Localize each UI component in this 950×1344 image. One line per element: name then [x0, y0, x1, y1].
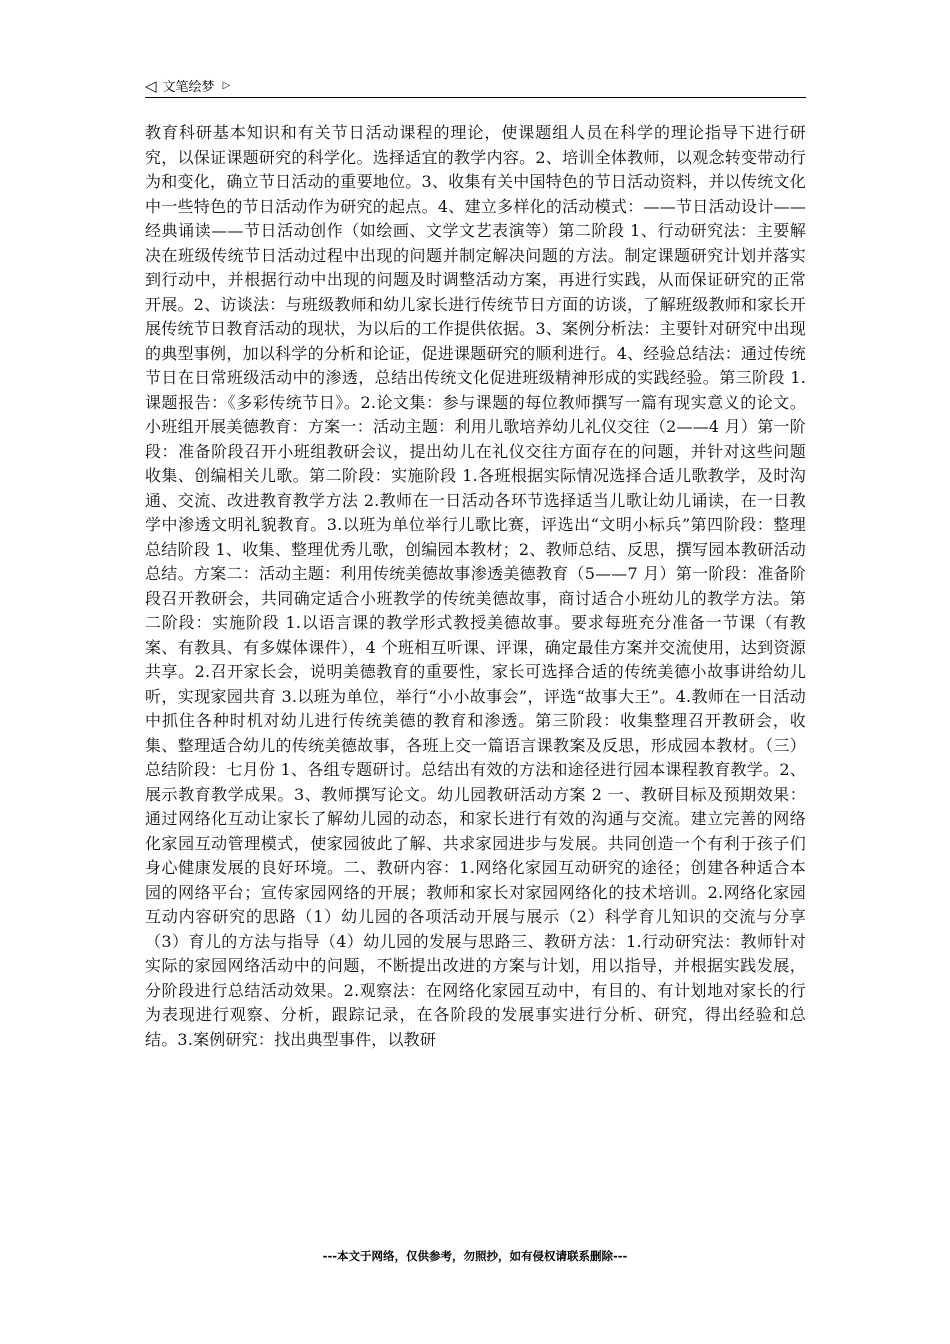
header-divider	[145, 97, 806, 98]
header-brand	[145, 76, 230, 95]
page-footer-disclaimer: ---本文于网络，仅供参考，勿照抄，如有侵权请联系删除---	[322, 1249, 628, 1263]
brand-name: 文笔绘梦	[162, 80, 215, 95]
left-triangle-icon: ◁	[145, 76, 157, 95]
document-body	[145, 121, 806, 1052]
right-triangle-icon: ▷	[222, 79, 231, 91]
page-header	[145, 74, 805, 96]
body-paragraph: 教育科研基本知识和有关节日活动课程的理论，使课题组人员在科学的理论指导下进行研究，以保证课题研究的科学化。选择适宜的教学内容。2、培训全体教师，以观念转变带动行为和变化，确立节日活动的重要地位。3、收集有关中国特色的节日活动资料，并以传统文化中一些特色的节日活动作为研究的起点。4、建立多样化的活动模式：——节日活动设计——经典诵读——节日活动创作（如绘画、文学文艺表演等）第二阶段 1、行动研究法：主要解决在班级传统节日活动过程中出现的问题并制定解决问题的方法。制定课题研究计划并落实到行动中，并根据行动中出现的问题及时调整活动方案，再进行实践，从而保证研究的正常开展。2、访谈法：与班级教师和幼儿家长进行传统节日方面的访谈，了解班级教师和家长开展传统节日教育活动的现状，为以后的工作提供依据。3、案例分析法：主要针对研究中出现的典型事例，加以科学的分析和论证，促进课题研究的顺利进行。4、经验总结法：通过传统节日在日常班级活动中的渗透，总结出传统文化促进班级精神形成的实践经验。第三阶段 1.课题报告：《多彩传统节日》。2.论文集：参与课题的每位教师撰写一篇有现实意义的论文。小班组开展美德教育：方案一：活动主题：利用儿歌培养幼儿礼仪交往（2——4 月）第一阶段：准备阶段召开小班组教研会议，提出幼儿在礼仪交往方面存在的问题，并针对这些问题收集、创编相关儿歌。第二阶段：实施阶段 1.各班根据实际情况选择合适儿歌教学，及时沟通、交流、改进教育教学方法 2.教师在一日活动各环节选择适当儿歌让幼儿诵读，在一日教学中渗透文明礼貌教育。3.以班为单位举行儿歌比赛，评选出“文明小标兵”第四阶段：整理总结阶段 1、收集、整理优秀儿歌，创编园本教材；2、教师总结、反思，撰写园本教研活动总结。方案二：活动主题：利用传统美德故事渗透美德教育（5——7 月）第一阶段：准备阶段召开教研会，共同确定适合小班教学的传统美德故事，商讨适合小班幼儿的教学方法。第二阶段：实施阶段 1.以语言课的教学形式教授美德故事。要求每班充分准备一节课（有教案、有教具、有多媒体课件），4 个班相互听课、评课，确定最佳方案并交流使用，达到资源共享。2.召开家长会，说明美德教育的重要性，家长可选择合适的传统美德小故事讲给幼儿听，实现家园共育 3.以班为单位，举行“小小故事会”，评选“故事大王”。4.教师在一日活动中抓住各种时机对幼儿进行传统美德的教育和渗透。第三阶段：收集整理召开教研会，收集、整理适合幼儿的传统美德故事，各班上交一篇语言课教案及反思，形成园本教材。（三）总结阶段：七月份 1、各组专题研讨。总结出有效的方法和途径进行园本课程教育教学。2、展示教育教学成果。3、教师撰写论文。幼儿园教研活动方案 2 一、教研目标及预期效果：通过网络化互动让家长了解幼儿园的动态，和家长进行有效的沟通与交流。建立完善的网络化家园互动管理模式，使家园彼此了解、共求家园进步与发展。共同创造一个有利于孩子们身心健康发展的良好环境。二、教研内容：1.网络化家园互动研究的途径；创建各种适合本园的网络平台；宣传家园网络的开展；教师和家长对家园网络化的技术培训。2.网络化家园互动内容研究的思路（1）幼儿园的各项活动开展与展示（2）科学育儿知识的交流与分享（3）育儿的方法与指导（4）幼儿园的发展与思路三、教研方法：1.行动研究法：教师针对实际的家园网络活动中的问题，不断提出改进的方案与计划，用以指导，并根据实践发展，分阶段进行总结活动效果。2.观察法：在网络化家园互动中，有目的、有计划地对家长的行为表现进行观察、分析，跟踪记录，在各阶段的发展事实进行分析、研究，得出经验和总结。3.案例研究：找出典型事件，以教研	[145, 123, 806, 1049]
